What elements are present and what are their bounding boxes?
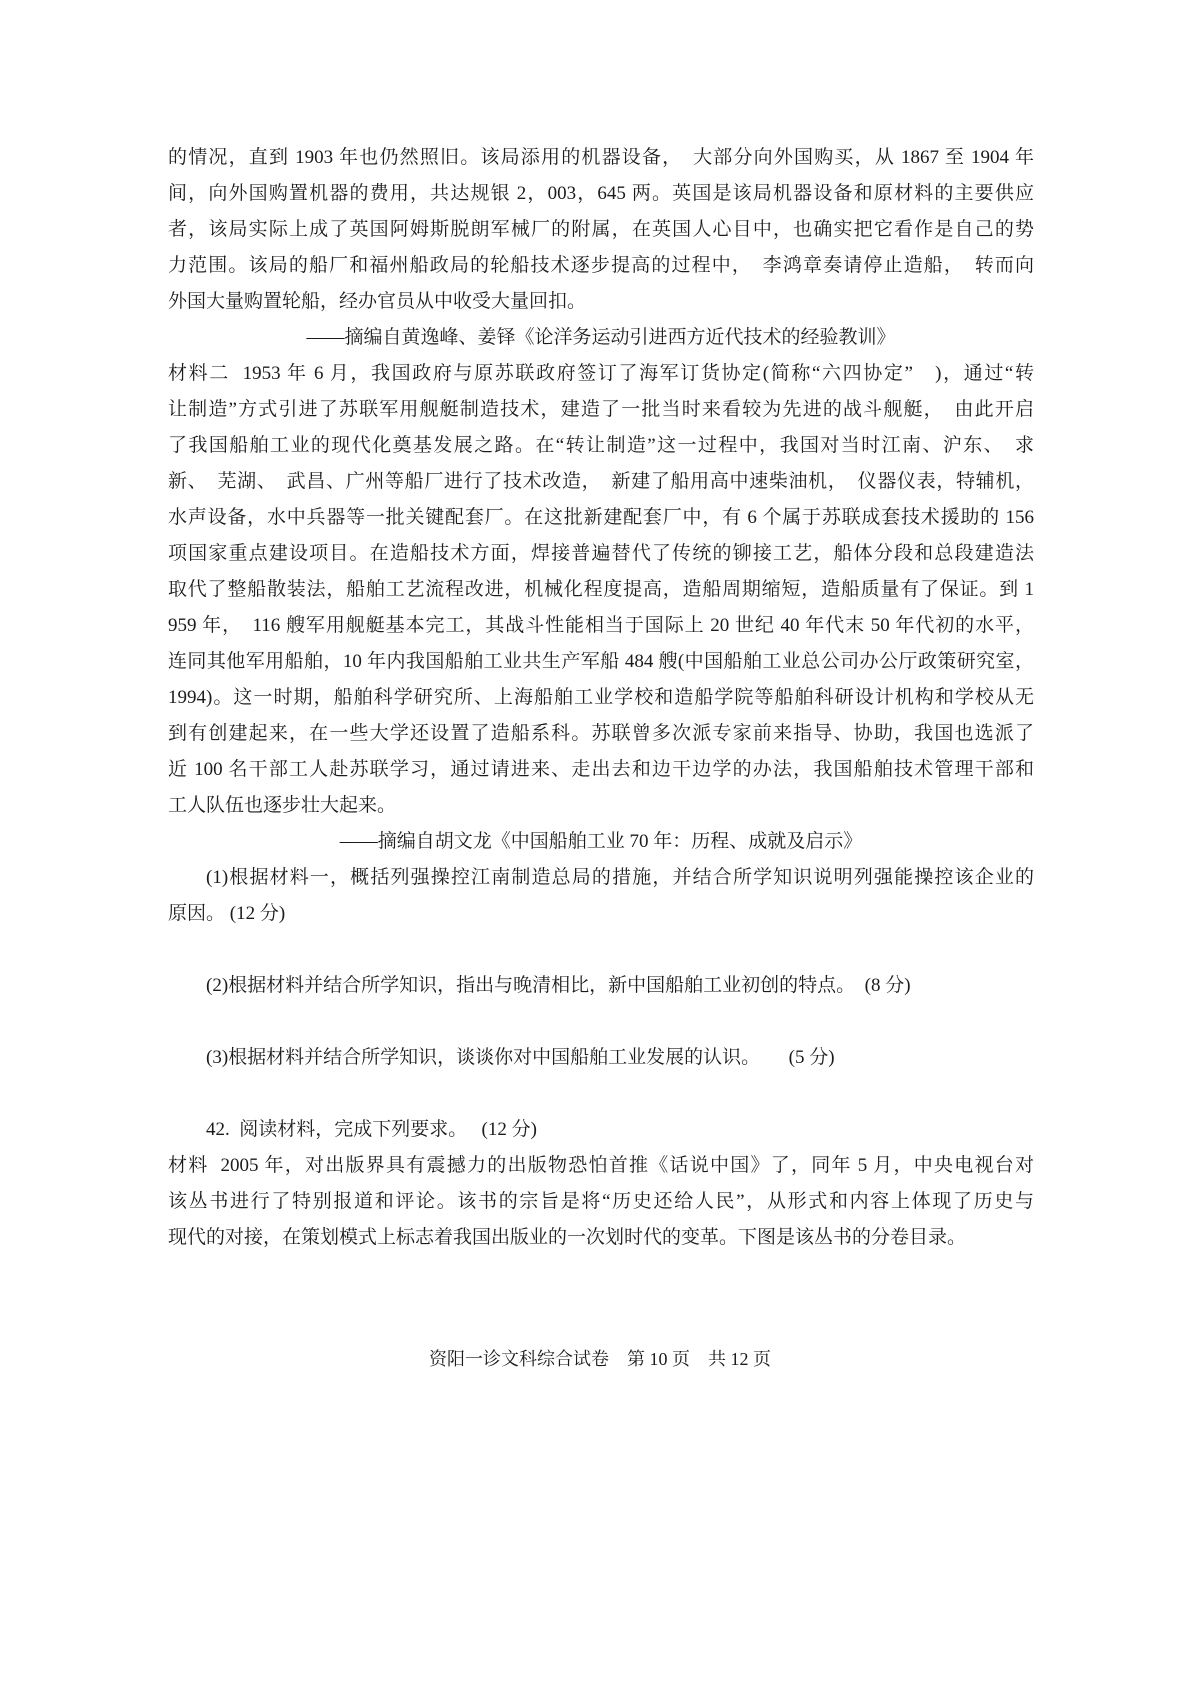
text-line: 1994)。这一时期，船舶科学研究所、上海船舶工业学校和造船学院等船舶科研设计机构和学校从无: [168, 687, 1034, 708]
text-line: 让制造”方式引进了苏联军用舰艇制造技术，建造了一批当时来看较为先进的战斗舰艇， 由此开启: [168, 399, 1034, 420]
material-one-attribution: ——摘编自黄逸峰、姜铎《论洋务运动引进西方近代技术的经验教训》: [306, 327, 896, 348]
text-line: 该丛书进行了特别报道和评论。该书的宗旨是将“历史还给人民”，从形式和内容上体现了历史与: [168, 1191, 1034, 1212]
text-line: 取代了整船散装法，船舶工艺流程改进，机械化程度提高，造船周期缩短，造船质量有了保证。到 1: [168, 579, 1034, 600]
text-line: 连同其他军用船舶，10 年内我国船舶工业共生产军船 484 艘(中国船舶工业总公司办公厅政策研究室，: [168, 651, 1034, 672]
text-line: 959 年， 116 艘军用舰艇基本完工，其战斗性能相当于国际上 20 世纪 40 年代末 50 年代初的水平，: [168, 615, 1034, 636]
text-line: 到有创建起来，在一些大学还设置了造船系科。苏联曾多次派专家前来指导、协助，我国也选派了: [168, 723, 1034, 744]
page-body: [168, 140, 1034, 1256]
text-line: 水声设备，水中兵器等一批关键配套厂。在这批新建配套厂中，有 6 个属于苏联成套技术援助的 156: [168, 507, 1034, 528]
text-line: 原因。 (12 分): [168, 903, 286, 924]
text-line: 新、 芜湖、 武昌、广州等船厂进行了技术改造， 新建了船用高中速柴油机， 仪器仪表，特辅机，: [168, 471, 1034, 492]
text-line: 项国家重点建设项目。在造船技术方面，焊接普遍替代了传统的铆接工艺，船体分段和总段建造法: [168, 543, 1034, 564]
question-41-part3: (3)根据材料并结合所学知识，谈谈你对中国船舶工业发展的认识。 (5 分): [206, 1047, 835, 1068]
text-line: (1)根据材料一，概括列强操控江南制造总局的措施，并结合所学知识说明列强能操控该企业的: [206, 867, 1034, 888]
text-line: 间，向外国购置机器的费用，共达规银 2，003，645 两。英国是该局机器设备和原材料的主要供应: [168, 183, 1034, 204]
material-two-paragraph: [168, 356, 1034, 824]
text-line: 外国大量购置轮船，经办官员从中收受大量回扣。: [168, 291, 587, 312]
text-line: 近 100 名干部工人赴苏联学习，通过请进来、走出去和边干边学的办法，我国船舶技术管理干部和: [168, 759, 1034, 780]
question-42-heading: 42. 阅读材料，完成下列要求。 (12 分): [206, 1119, 537, 1140]
page-footer: 资阳一诊文科综合试卷 第 10 页 共 12 页: [429, 1349, 771, 1369]
text-line: 的情况，直到 1903 年也仍然照旧。该局添用的机器设备， 大部分向外国购买，从 1867 至 1904 年: [168, 147, 1034, 168]
material-two-attribution: ——摘编自胡文龙《中国船舶工业 70 年：历程、成就及启示》: [339, 831, 863, 852]
text-line: 材料二 1953 年 6 月，我国政府与原苏联政府签订了海军订货协定(简称“六四协定” )，通过“转: [168, 363, 1034, 384]
question-41-part2: (2)根据材料并结合所学知识，指出与晚清相比，新中国船舶工业初创的特点。 (8 分): [206, 975, 911, 996]
material-one-continuation-paragraph: [168, 140, 1034, 320]
text-line: 者，该局实际上成了英国阿姆斯脱朗军械厂的附属，在英国人心目中，也确实把它看作是自己的势: [168, 219, 1034, 240]
text-line: 工人队伍也逐步壮大起来。: [168, 795, 397, 816]
question-42-material-paragraph: [168, 1148, 1034, 1256]
text-line: 了我国船舶工业的现代化奠基发展之路。在“转让制造”这一过程中，我国对当时江南、沪东、 求: [168, 435, 1034, 456]
text-line: 力范围。该局的船厂和福州船政局的轮船技术逐步提高的过程中， 李鸿章奏请停止造船， 转而向: [168, 255, 1034, 276]
question-41-part1: [168, 860, 1034, 932]
text-line: 现代的对接，在策划模式上标志着我国出版业的一次划时代的变革。下图是该丛书的分卷目录。: [168, 1227, 967, 1248]
text-line: 材料 2005 年，对出版界具有震撼力的出版物恐怕首推《话说中国》了，同年 5 月，中央电视台对: [168, 1155, 1034, 1176]
